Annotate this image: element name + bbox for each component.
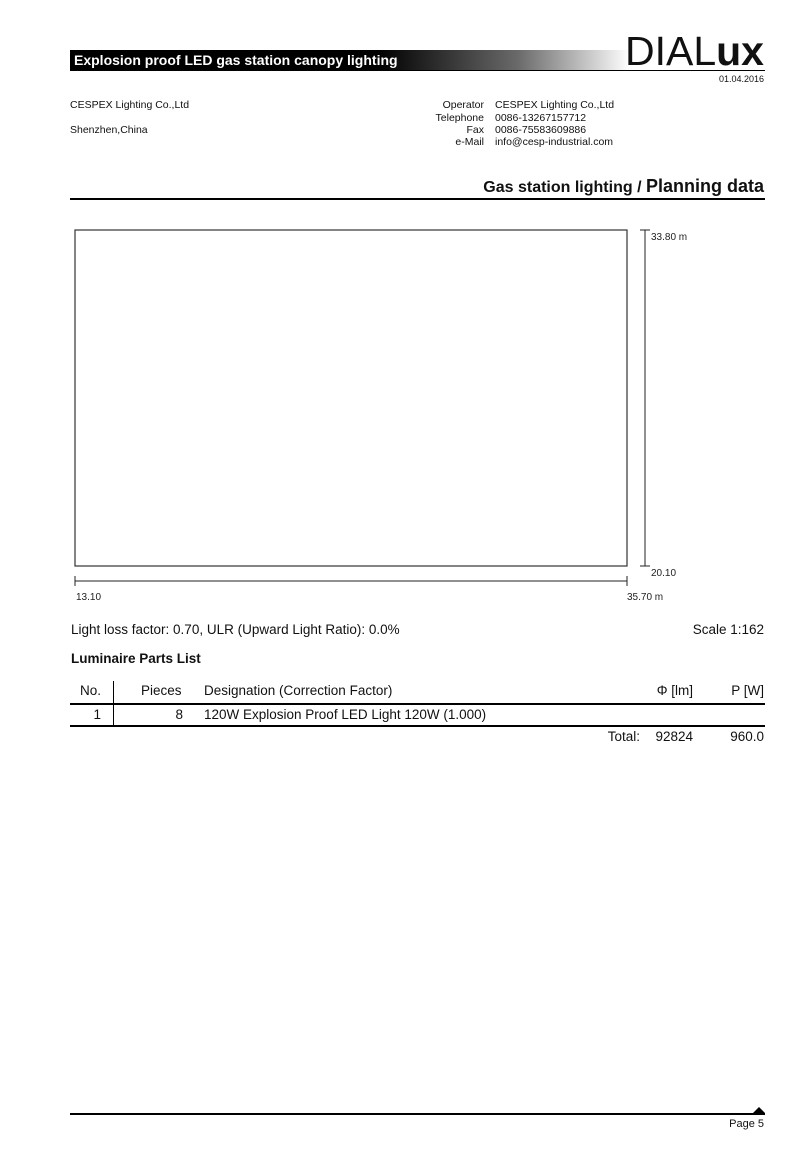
title-separator: / (637, 179, 642, 196)
fax-label: Fax (466, 124, 484, 136)
telephone-label: Telephone (435, 112, 484, 124)
company-city: Shenzhen,China (70, 124, 148, 136)
page-title: Planning data (645, 176, 764, 196)
row-no: 1 (93, 707, 101, 722)
page-number: Page 5 (729, 1118, 764, 1130)
footer-triangle-icon (752, 1106, 766, 1114)
fax-value: 0086-75583609886 (495, 124, 587, 136)
telephone-value: 0086-13267157712 (495, 112, 587, 124)
room-outline (75, 230, 627, 566)
logo-text-part1: DIAL (624, 28, 717, 74)
plan-scale: Scale 1:162 (692, 622, 764, 637)
operator-value: CESPEX Lighting Co.,Ltd (495, 99, 615, 111)
light-loss-factor: Light loss factor: 0.70, ULR (Upward Light Ratio): 0.0% (71, 622, 400, 637)
row-designation: 120W Explosion Proof LED Light 120W (1.000) (204, 707, 487, 722)
x-right-label: 35.70 m (627, 592, 664, 603)
header-designation: Designation (Correction Factor) (204, 683, 393, 698)
report-title: Explosion proof LED gas station canopy lighting (74, 52, 398, 68)
x-left-label: 13.10 (76, 592, 102, 603)
header-no: No. (80, 683, 102, 698)
table-bottom-rule (70, 725, 765, 727)
parts-list-title: Luminaire Parts List (71, 651, 201, 666)
email-label: e-Mail (455, 136, 484, 148)
row-pieces: 8 (175, 707, 183, 722)
y-top-label: 33.80 m (651, 232, 688, 243)
logo-text-part2: ux (716, 28, 764, 74)
email-value: info@cesp-industrial.com (495, 136, 614, 148)
report-date: 01.04.2016 (718, 74, 764, 84)
footer-rule (70, 1113, 765, 1115)
header-flux: Φ [lm] (656, 683, 693, 698)
project-name: Gas station lighting (483, 179, 633, 196)
table-header-rule (70, 703, 765, 705)
y-bottom-label: 20.10 (651, 568, 677, 579)
header-pieces: Pieces (141, 683, 182, 698)
operator-label: Operator (442, 99, 484, 111)
total-flux: 92824 (655, 729, 693, 744)
total-label: Total: (607, 729, 640, 744)
total-power: 960.0 (730, 729, 764, 744)
company-name: CESPEX Lighting Co.,Ltd (70, 99, 190, 111)
header-power: P [W] (731, 683, 764, 698)
